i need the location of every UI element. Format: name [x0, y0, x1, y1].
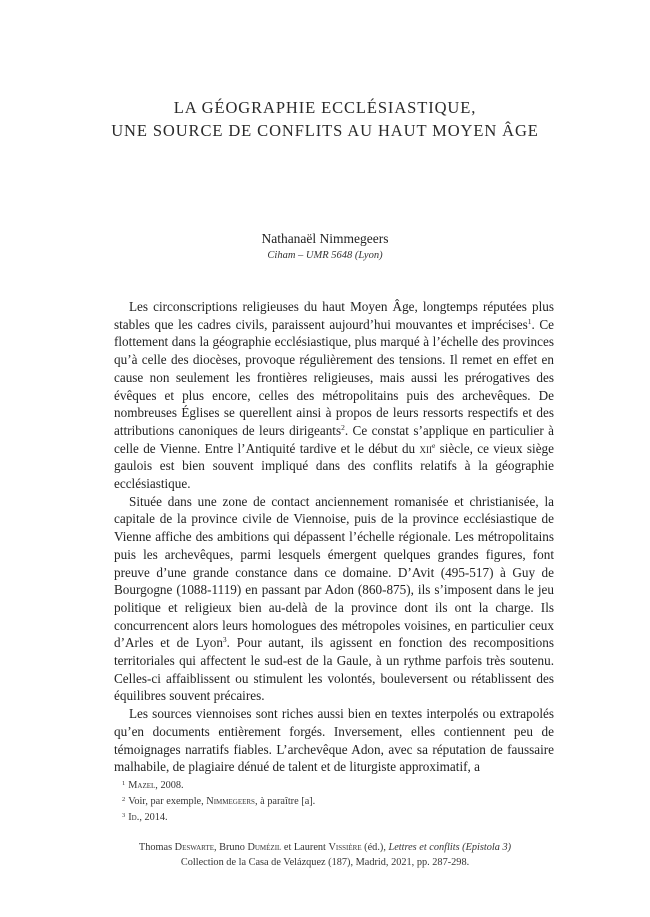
footer-editor-name: Deswarte: [174, 842, 214, 853]
article-title: [0, 96, 650, 142]
footnote-number: 3: [122, 812, 126, 819]
footnote-number: 1: [122, 780, 126, 787]
paragraph-1-text-d: siècle, ce vieux siège gaulois est bien souvent impliqué dans des conflits relatifs à la géographie ecclésiastique.: [114, 440, 554, 492]
article-body: [114, 298, 554, 776]
footnote-2: [114, 794, 554, 810]
paragraph-1-text-c: . Ce constat s’applique en particulier à celle de Vienne. Entre l’Antiquité tardive et le début du: [114, 422, 554, 456]
footnote-3: [114, 810, 554, 826]
footer-text: Thomas: [138, 842, 175, 853]
footnote-ref-2[interactable]: 2: [341, 422, 345, 432]
footnote-1: [114, 778, 554, 794]
footer-text: (éd.),: [361, 842, 389, 853]
paragraph-2: [114, 493, 554, 705]
footer-text: , Bruno: [213, 842, 248, 853]
footer-line-2: Collection de la Casa de Velázquez (187), Madrid, 2021, pp. 287-298.: [180, 857, 470, 868]
paragraph-1-text-b: . Ce flottement dans la géographie ecclésiastique, plus marqué à l’échelle des provinces qu’à celle des diocèses, provoque régulièrement des tensions. Il remet en effet en cause non seulement les frontières religieuses, mais aussi les prérogatives des évêques et plus encore, celles des métropolitains puis des archevêques. De nombreuses Églises se querellent ainsi à propos de leurs ressorts respectifs et des attributions canoniques de leurs dirigeants: [114, 316, 555, 438]
footnote-text: , 2008.: [155, 780, 184, 791]
paragraph-3: Les sources viennoises sont riches aussi bien en textes interpolés ou extrapolés qu’en documents entièrement forgés. Inversement, elles contiennent peu de témoignages narratifs fiables. L’archevêque Adon, avec sa réputation de faussaire malhabile, de plagiaire dénué de talent et de liturgiste approximatif, a: [114, 706, 554, 775]
footer-book-title: Lettres et conflits (Epistola 3): [388, 842, 512, 853]
paragraph-1-text-a: Les circonscriptions religieuses du haut Moyen Âge, longtemps réputées plus stables que les cadres civils, paraissent aujourd’hui mouvantes et imprécises: [114, 299, 554, 332]
footer-editor-name: Dumézil: [247, 842, 282, 853]
footnote-ref-1[interactable]: 1: [527, 316, 532, 326]
paragraph-2-text-a: Située dans une zone de contact anciennement romanisée et christianisée, la capitale de la province civile de Viennoise, puis de la province ecclésiastique de Vienne affiche des ambitions qui dépassent l’échelle régionale. Les métropolitains puis les archevêques, parmi lesquels émergent quelques grandes figures, font preuve d’une grande constance dans ce domaine. D’Avit (495-517) à Guy de Bourgogne (1088-1119) en passant par Adon (860-875), ils s’imposent dans le jeu politique et religieux bien au-delà de la province dont ils ont la charge. Ils concurrencent alors leurs homologues des métropoles voisines, en particulier ceux d’Arles et de Lyon: [114, 493, 554, 651]
footnote-text: , 2014.: [139, 812, 168, 823]
footnote-author: Nimmegeers: [206, 796, 255, 807]
footnote-author: Id.: [128, 812, 140, 823]
footnote-prefix: Voir, par exemple,: [128, 796, 207, 807]
page-footer: [0, 840, 650, 870]
paragraph-1: [114, 298, 554, 493]
title-line-2: UNE SOURCE DE CONFLITS AU HAUT MOYEN ÂGE: [111, 121, 539, 140]
footnote-number: 2: [122, 796, 126, 803]
footer-text: et Laurent: [281, 842, 329, 853]
footnote-author: Mazel: [128, 780, 156, 791]
footer-line-1: [0, 840, 650, 855]
paragraph-2-text-b: . Pour autant, ils agissent en fonction des recompositions territoriales qui affectent le sud-est de la Gaule, à un rythme parfois très soutenu. Celles-ci affaiblissent ou stimulent les volontés, bouleversent ou rétablissent des équilibres souvent précaires.: [114, 635, 555, 704]
footnotes: [114, 778, 554, 826]
title-line-1: LA GÉOGRAPHIE ECCLÉSIASTIQUE,: [173, 98, 477, 117]
footer-editor-name: Vissière: [328, 842, 362, 853]
century-numeral: xii: [419, 440, 432, 456]
author-name: Nathanaël Nimmegeers: [261, 231, 389, 246]
author-affiliation: Ciham – UMR 5648 (Lyon): [267, 250, 383, 261]
century-superscript: e: [431, 440, 436, 450]
footnote-text: , à paraître [a].: [254, 796, 316, 807]
footnote-ref-3[interactable]: 3: [222, 635, 227, 645]
